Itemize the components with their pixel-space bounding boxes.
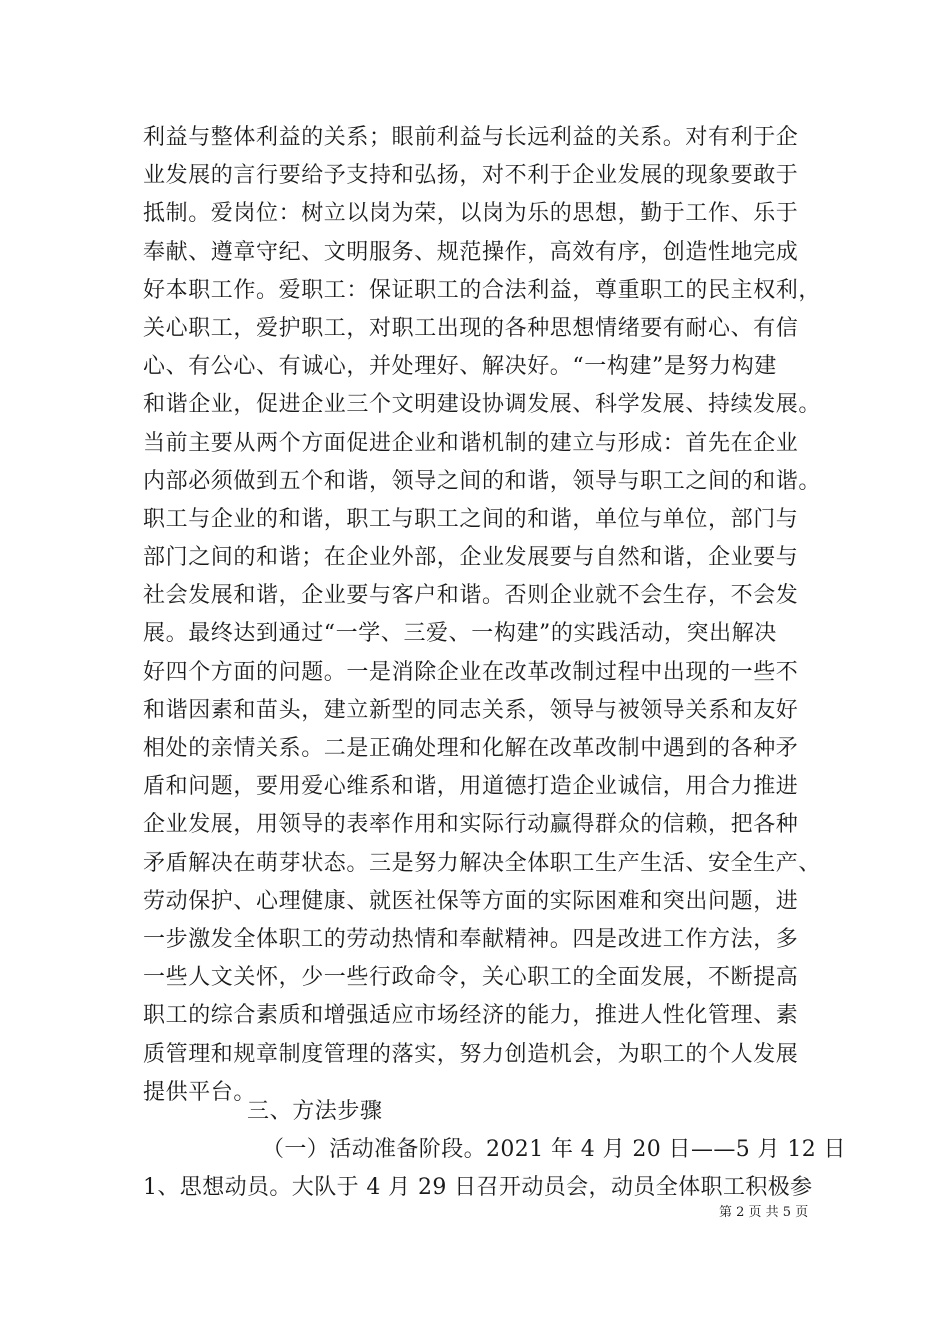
paragraph-line: 质管理和规章制度管理的落实，努力创造机会，为职工的个人发展	[143, 1041, 799, 1067]
paragraph-line: 盾和问题，要用爱心维系和谐，用道德打造企业诚信，用合力推进	[143, 774, 799, 800]
page-number-footer: 第 2 页 共 5 页	[719, 1205, 809, 1220]
paragraph-line: 企业发展，用领导的表率作用和实际行动赢得群众的信赖，把各种	[143, 812, 799, 838]
paragraph-line: 职工与企业的和谐，职工与职工之间的和谐，单位与单位，部门与	[143, 506, 799, 532]
paragraph-line: 利益与整体利益的关系；眼前利益与长远利益的关系。对有利于企	[143, 125, 799, 150]
paragraph-line: 职工的综合素质和增强适应市场经济的能力，推进人性化管理、素	[143, 1003, 799, 1029]
body-paragraph	[143, 119, 833, 1112]
paragraph-line: 提供平台。	[143, 1079, 257, 1105]
paragraph-line: 好四个方面的问题。一是消除企业在改革改制过程中出现的一些不	[143, 659, 799, 685]
paragraph-line: 社会发展和谐，企业要与客户和谐。否则企业就不会生存，不会发	[143, 583, 799, 609]
paragraph-line: 相处的亲情关系。二是正确处理和化解在改革改制中遇到的各种矛	[143, 736, 799, 761]
paragraph-line: 展。最终达到通过“一学、三爱、一构建”的实践活动，突出解决	[143, 621, 777, 647]
paragraph-line: 好本职工作。爱职工：保证职工的合法利益，尊重职工的民主权利，	[143, 277, 822, 303]
paragraph-line: 业发展的言行要给予支持和弘扬，对不利于企业发展的现象要敢于	[143, 163, 799, 189]
sub-heading: （一）活动准备阶段。2021 年 4 月 20 日——5 月 12 日	[262, 1137, 846, 1162]
paragraph-line: 一步激发全体职工的劳动热情和奉献精神。四是改进工作方法，多	[143, 926, 799, 952]
paragraph-line: 关心职工，爱护职工，对职工出现的各种思想情绪要有耐心、有信	[143, 315, 799, 341]
paragraph-line: 部门之间的和谐；在企业外部，企业发展要与自然和谐，企业要与	[143, 545, 799, 571]
paragraph-line: 心、有公心、有诚心，并处理好、解决好。“一构建”是努力构建	[143, 354, 777, 380]
paragraph-line: 内部必须做到五个和谐，领导之间的和谐，领导与职工之间的和谐。	[143, 468, 822, 494]
paragraph-line: 和谐因素和苗头，建立新型的同志关系，领导与被领导关系和友好	[143, 697, 799, 723]
paragraph-line: 抵制。爱岗位：树立以岗为荣，以岗为乐的思想，勤于工作、乐于	[143, 201, 799, 227]
section-heading: 三、方法步骤	[247, 1099, 383, 1124]
paragraph-line: 矛盾解决在萌芽状态。三是努力解决全体职工生产生活、安全生产、	[143, 850, 822, 876]
paragraph-line: 和谐企业，促进企业三个文明建设协调发展、科学发展、持续发展。	[143, 392, 822, 418]
paragraph-line: 一些人文关怀，少一些行政命令，关心职工的全面发展，不断提高	[143, 965, 799, 991]
paragraph-line-continued: 1、思想动员。大队于 4 月 29 日召开动员会，动员全体职工积极参	[143, 1175, 813, 1200]
paragraph-line: 劳动保护、心理健康、就医社保等方面的实际困难和突出问题，进	[143, 888, 799, 914]
paragraph-line: 奉献、遵章守纪、文明服务、规范操作，高效有序，创造性地完成	[143, 239, 799, 265]
paragraph-line: 当前主要从两个方面促进企业和谐机制的建立与形成：首先在企业	[143, 430, 799, 456]
